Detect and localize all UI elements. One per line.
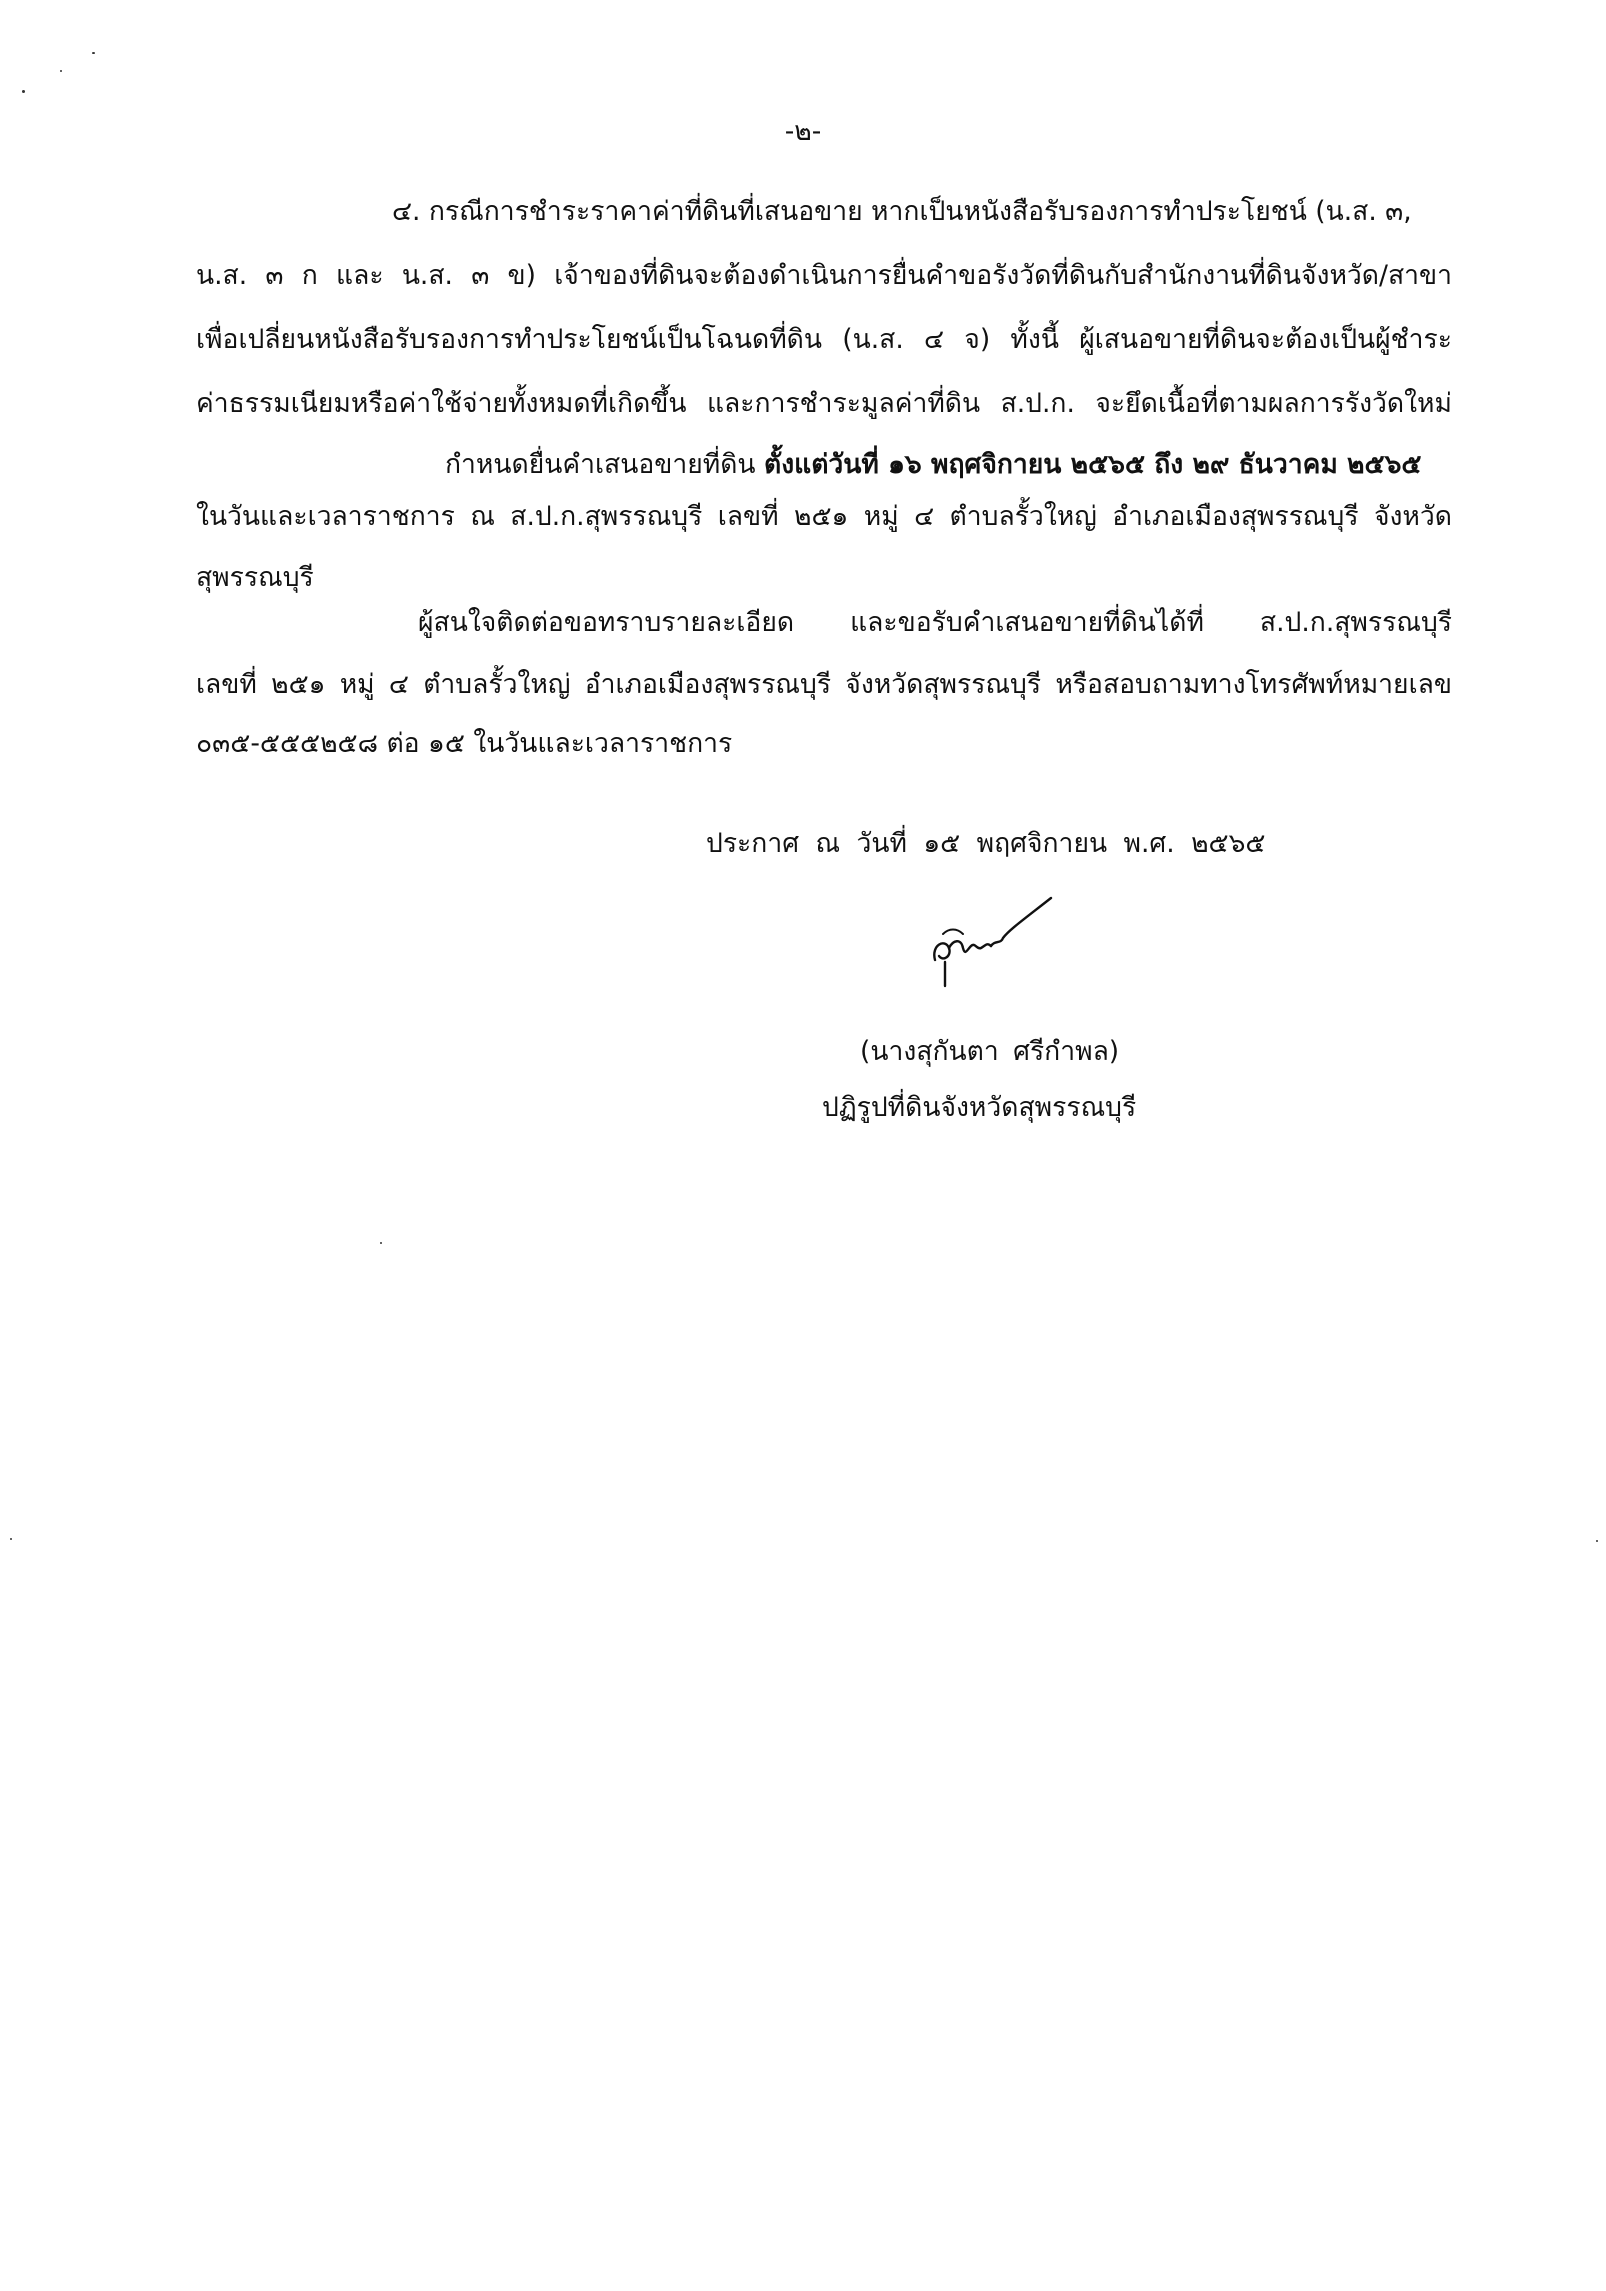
deadline-period: ตั้งแต่วันที่ ๑๖ พฤศจิกายน ๒๕๖๕ ถึง ๒๙ ธันวาคม ๒๕๖๕ — [763, 449, 1422, 480]
paragraph-4-line-4: ค่าธรรมเนียมหรือค่าใช้จ่ายทั้งหมดที่เกิดขึ้น และการชำระมูลค่าที่ดิน ส.ป.ก. จะยึดเนื้อที่ตามผลการรังวัดใหม่ — [196, 388, 1452, 419]
scan-speck — [1596, 1540, 1598, 1542]
scan-speck — [60, 70, 62, 72]
paragraph-4-line-1: ๔. กรณีการชำระราคาค่าที่ดินที่เสนอขาย หากเป็นหนังสือรับรองการทำประโยชน์ (น.ส. ๓, — [392, 196, 1412, 227]
deadline-line-3: สุพรรณบุรี — [196, 562, 314, 593]
deadline-line-2: ในวันและเวลาราชการ ณ ส.ป.ก.สุพรรณบุรี เลขที่ ๒๕๑ หมู่ ๔ ตำบลรั้วใหญ่ อำเภอเมืองสุพรรณบุรี จังหวัด — [196, 501, 1452, 532]
signatory-name: (นางสุกันตา ศรีกำพล) — [860, 1036, 1120, 1067]
paragraph-4-line-2: น.ส. ๓ ก และ น.ส. ๓ ข) เจ้าของที่ดินจะต้องดำเนินการยื่นคำขอรังวัดที่ดินกับสำนักงานที่ดินจังหวัด/สาขา — [196, 260, 1452, 291]
deadline-prefix: กำหนดยื่นคำเสนอขายที่ดิน — [445, 449, 764, 480]
scan-speck — [92, 52, 95, 54]
signature-image — [905, 890, 1105, 1000]
announcement-date: ประกาศ ณ วันที่ ๑๕ พฤศจิกายน พ.ศ. ๒๕๖๕ — [706, 828, 1266, 859]
contact-line-1: ผู้สนใจติดต่อขอทราบรายละเอียด และขอรับคำเสนอขายที่ดินได้ที่ ส.ป.ก.สุพรรณบุรี — [418, 607, 1452, 638]
contact-line-3: ๐๓๕-๕๕๕๒๕๘ ต่อ ๑๕ ในวันและเวลาราชการ — [196, 728, 733, 759]
page-number: -๒- — [784, 116, 822, 147]
scan-speck — [380, 1242, 382, 1244]
signatory-position: ปฏิรูปที่ดินจังหวัดสุพรรณบุรี — [822, 1092, 1137, 1123]
paragraph-4-line-3: เพื่อเปลี่ยนหนังสือรับรองการทำประโยชน์เป็นโฉนดที่ดิน (น.ส. ๔ จ) ทั้งนี้ ผู้เสนอขายที่ดินจะต้องเป็นผู้ชำระ — [196, 324, 1452, 355]
deadline-line-1 — [445, 445, 1421, 485]
scan-speck — [22, 90, 25, 93]
contact-line-2: เลขที่ ๒๕๑ หมู่ ๔ ตำบลรั้วใหญ่ อำเภอเมืองสุพรรณบุรี จังหวัดสุพรรณบุรี หรือสอบถามทางโทรศัพท์หมายเลข — [196, 669, 1452, 700]
scan-speck — [10, 1538, 12, 1540]
